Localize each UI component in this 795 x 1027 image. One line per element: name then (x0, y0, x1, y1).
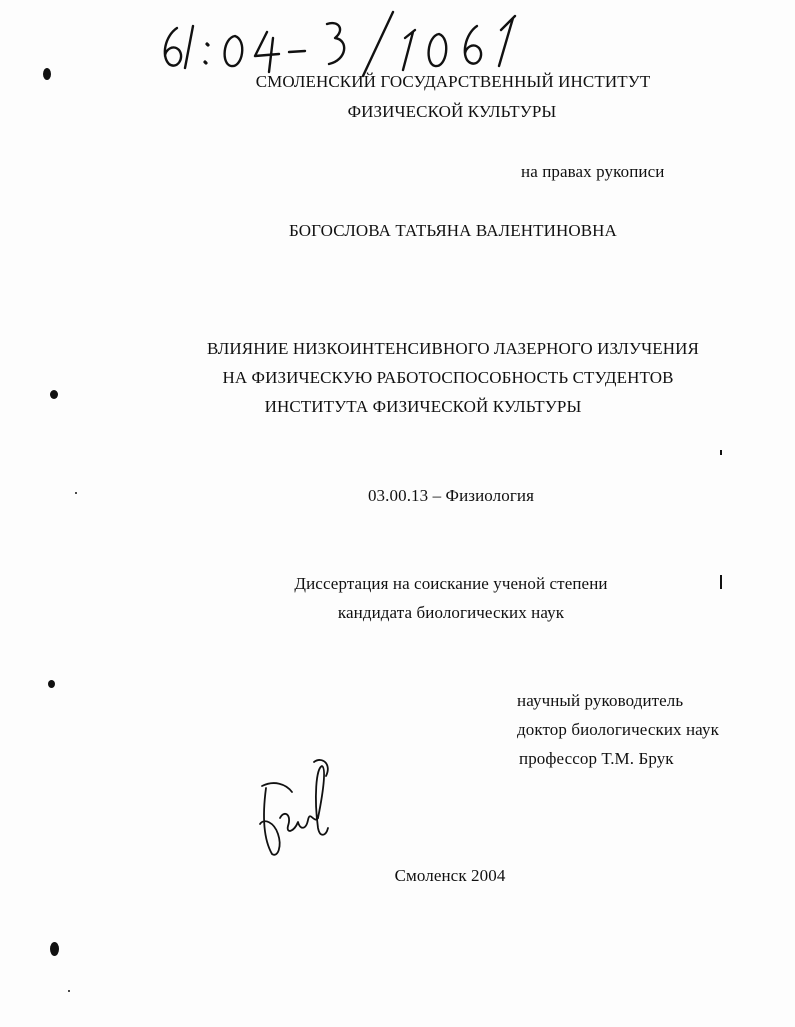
supervisor-degree: доктор биологических наук (517, 720, 719, 739)
supervisor-name: профессор Т.М. Брук (519, 749, 674, 768)
author-name: БОГОСЛОВА ТАТЬЯНА ВАЛЕНТИНОВНА (289, 221, 617, 240)
scan-speck (68, 990, 70, 992)
institution-line-2: ФИЗИЧЕСКОЙ КУЛЬТУРЫ (347, 102, 557, 121)
place-and-year: Смоленск 2004 (394, 866, 506, 885)
scan-speck (48, 680, 55, 688)
scan-speck (43, 68, 51, 80)
degree-line-2: кандидата биологических наук (337, 603, 565, 622)
thesis-title-line-3: ИНСТИТУТА ФИЗИЧЕСКОЙ КУЛЬТУРЫ (264, 397, 582, 416)
handwritten-archive-code (155, 6, 535, 78)
thesis-title-line-2: НА ФИЗИЧЕСКУЮ РАБОТОСПОСОБНОСТЬ СТУДЕНТОВ (222, 368, 674, 387)
scan-speck (75, 492, 77, 494)
scan-speck (50, 942, 59, 956)
scan-speck (50, 390, 58, 399)
supervisor-role: научный руководитель (517, 691, 684, 710)
thesis-title-line-1: ВЛИЯНИЕ НИЗКОИНТЕНСИВНОГО ЛАЗЕРНОГО ИЗЛУЧЕНИЯ (207, 339, 699, 358)
institution-line-1: СМОЛЕНСКИЙ ГОСУДАРСТВЕННЫЙ ИНСТИТУТ (255, 72, 651, 91)
scan-speck (720, 575, 722, 589)
signature (252, 758, 342, 863)
scan-speck (720, 450, 722, 455)
rights-note: на правах рукописи (521, 162, 665, 181)
specialty-code: 03.00.13 – Физиология (367, 486, 535, 505)
degree-line-1: Диссертация на соискание ученой степени (294, 574, 608, 593)
